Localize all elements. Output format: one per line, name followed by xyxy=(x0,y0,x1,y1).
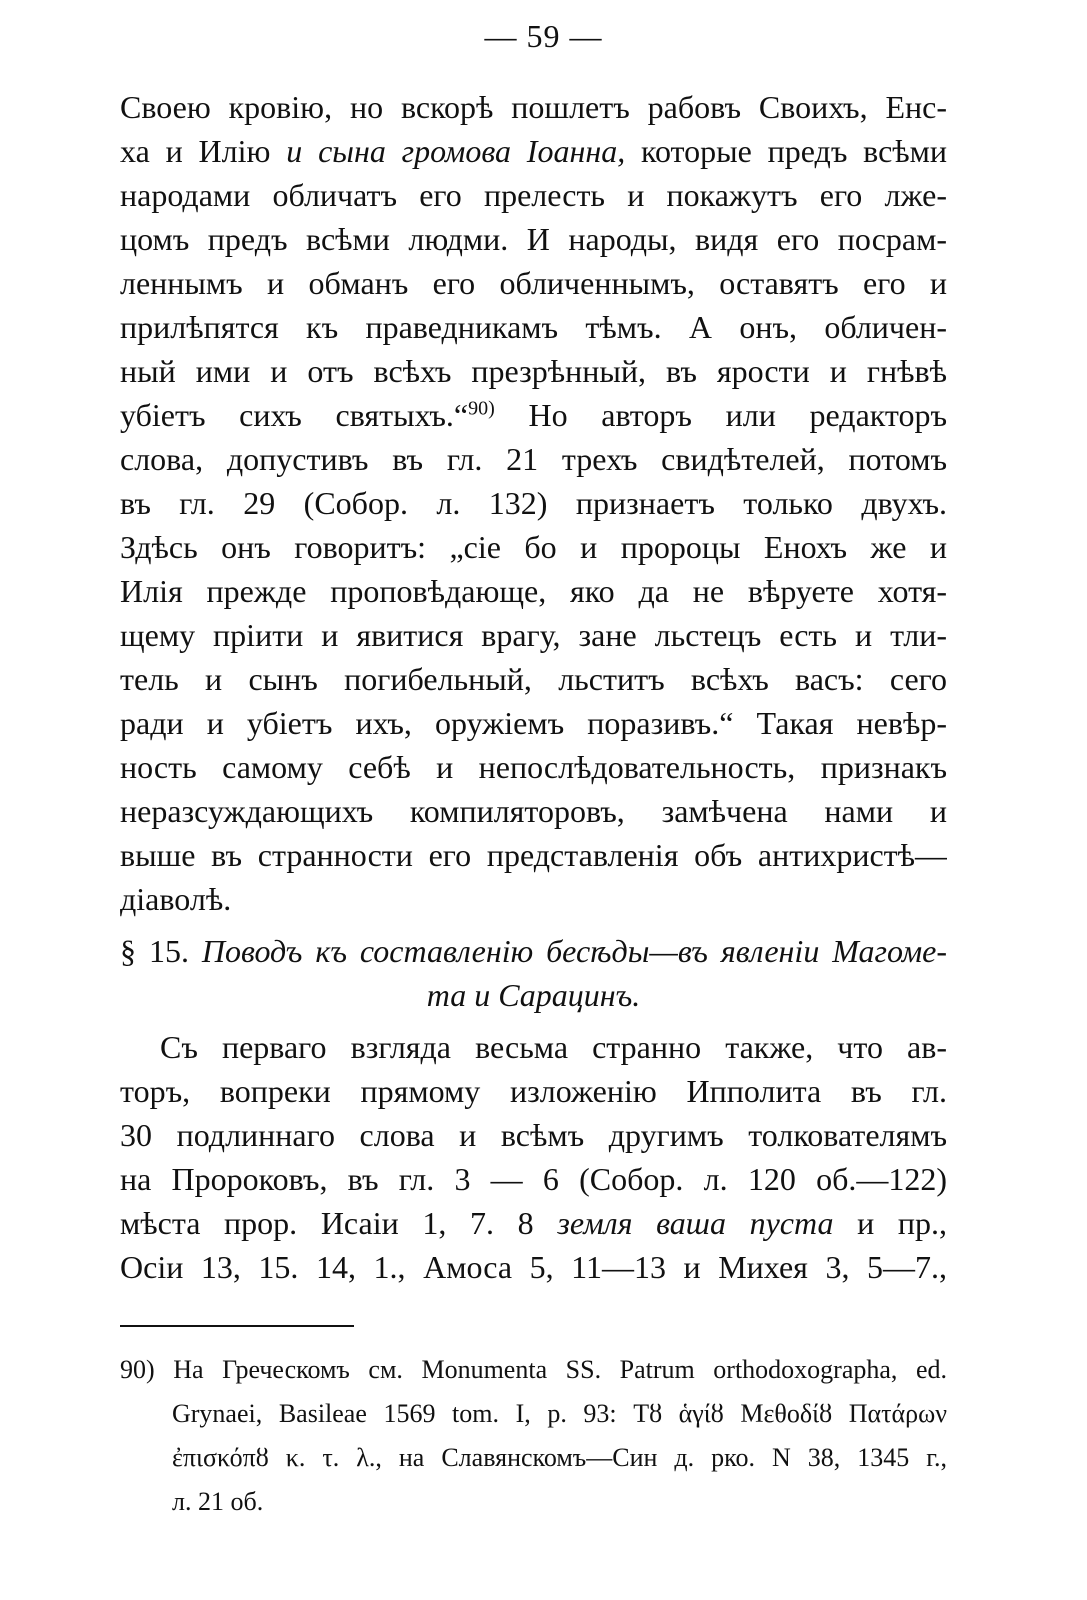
text-line: Илiя прежде проповѣдающе, яко да не вѣруете хотя- xyxy=(120,573,947,609)
text-line: Своею кровiю, но вскорѣ пошлетъ рабовъ Своихъ, Енс- xyxy=(120,89,947,125)
footnote-ref: 90) xyxy=(468,397,495,420)
text-line: щему прiити и явитися врагу, зане льстецъ есть и тли- xyxy=(120,617,947,653)
footnote-line: л. 21 об. xyxy=(172,1487,264,1516)
italic-phrase: и сына громова Iоанна, xyxy=(286,133,626,169)
text-line: 30 подлиннаго слова и всѣмъ другимъ толкователямъ xyxy=(120,1117,947,1153)
text-line: мѣста прор. Исаiи 1, 7. 8 земля ваша пуста и пр., xyxy=(120,1205,947,1241)
text-line: въ гл. 29 (Собор. л. 132) признаетъ только двухъ. xyxy=(120,485,947,521)
text-line: народами обличатъ его прелесть и покажутъ его лже- xyxy=(120,177,947,213)
section-title-cont: та и Сарацинъ. xyxy=(426,977,641,1013)
footnote-line: 90) На Греческомъ см. Monumenta SS. Patrum orthodoxographa, ed. xyxy=(120,1355,947,1384)
text-line: выше въ странности его представленiя объ антихристѣ— xyxy=(120,837,947,873)
text-line: ради и убiетъ ихъ, оружiемъ поразивъ.“ Такая невѣр- xyxy=(120,705,947,741)
text-line: неразсуждающихъ компиляторовъ, замѣчена нами и xyxy=(120,793,947,829)
footnote-line: ἐπισκόπȣ κ. τ. λ., на Славянскомъ—Син д. рко. N 38, 1345 г., xyxy=(172,1443,947,1472)
footnote-line: Grynaei, Basileae 1569 tom. I, p. 93: Τȣ ἁγίȣ Μεθοδίȣ Πατάρων xyxy=(172,1399,947,1428)
main-text xyxy=(120,85,947,1289)
text-line: слова, допустивъ въ гл. 21 трехъ свидѣтелей, потомъ xyxy=(120,441,947,477)
footnote-90 xyxy=(120,1348,947,1524)
text-line: ный ими и отъ всѣхъ презрѣнный, въ ярости и гнѣвѣ xyxy=(120,353,947,389)
section-title: Поводъ къ составленiю бесѣды—въ явленiи Магоме- xyxy=(201,933,947,969)
text-line: леннымъ и обманъ его обличеннымъ, оставятъ его и xyxy=(120,265,947,301)
text-line: ха и Илiю и сына громова Iоанна, которые предъ всѣми xyxy=(120,133,947,169)
section-heading xyxy=(120,929,947,973)
page-number: — 59 — xyxy=(484,18,603,54)
text-line: Съ перваго взгляда весьма странно также, что ав- xyxy=(160,1029,947,1065)
section-number: § 15. xyxy=(120,933,189,969)
text-line: тель и сынъ погибельный, льститъ всѣхъ васъ: сего xyxy=(120,661,947,697)
footnote-divider xyxy=(120,1325,354,1327)
italic-phrase: земля ваша пуста xyxy=(557,1205,834,1241)
text-line: Осiи 13, 15. 14, 1., Амоса 5, 11—13 и Михея 3, 5—7., xyxy=(120,1249,947,1285)
text-line: цомъ предъ всѣми людми. И народы, видя его посрам- xyxy=(120,221,947,257)
text-line: прилѣпятся къ праведникамъ тѣмъ. А онъ, обличен- xyxy=(120,309,947,345)
text-line: дiаволѣ. xyxy=(120,881,232,917)
text-line: на Пророковъ, въ гл. 3 — 6 (Собор. л. 120 об.—122) xyxy=(120,1161,947,1197)
text-line: Здѣсь онъ говоритъ: „сiе бо и пророцы Енохъ же и xyxy=(120,529,947,565)
text-line: убiетъ сихъ святыхъ.“$^{90)}$ Но авторъ или редакторъ xyxy=(120,397,947,433)
text-line: торъ, вопреки прямому изложенiю Ипполита въ гл. xyxy=(120,1073,947,1109)
text-line: ность самому себѣ и непослѣдовательность, признакъ xyxy=(120,749,947,785)
